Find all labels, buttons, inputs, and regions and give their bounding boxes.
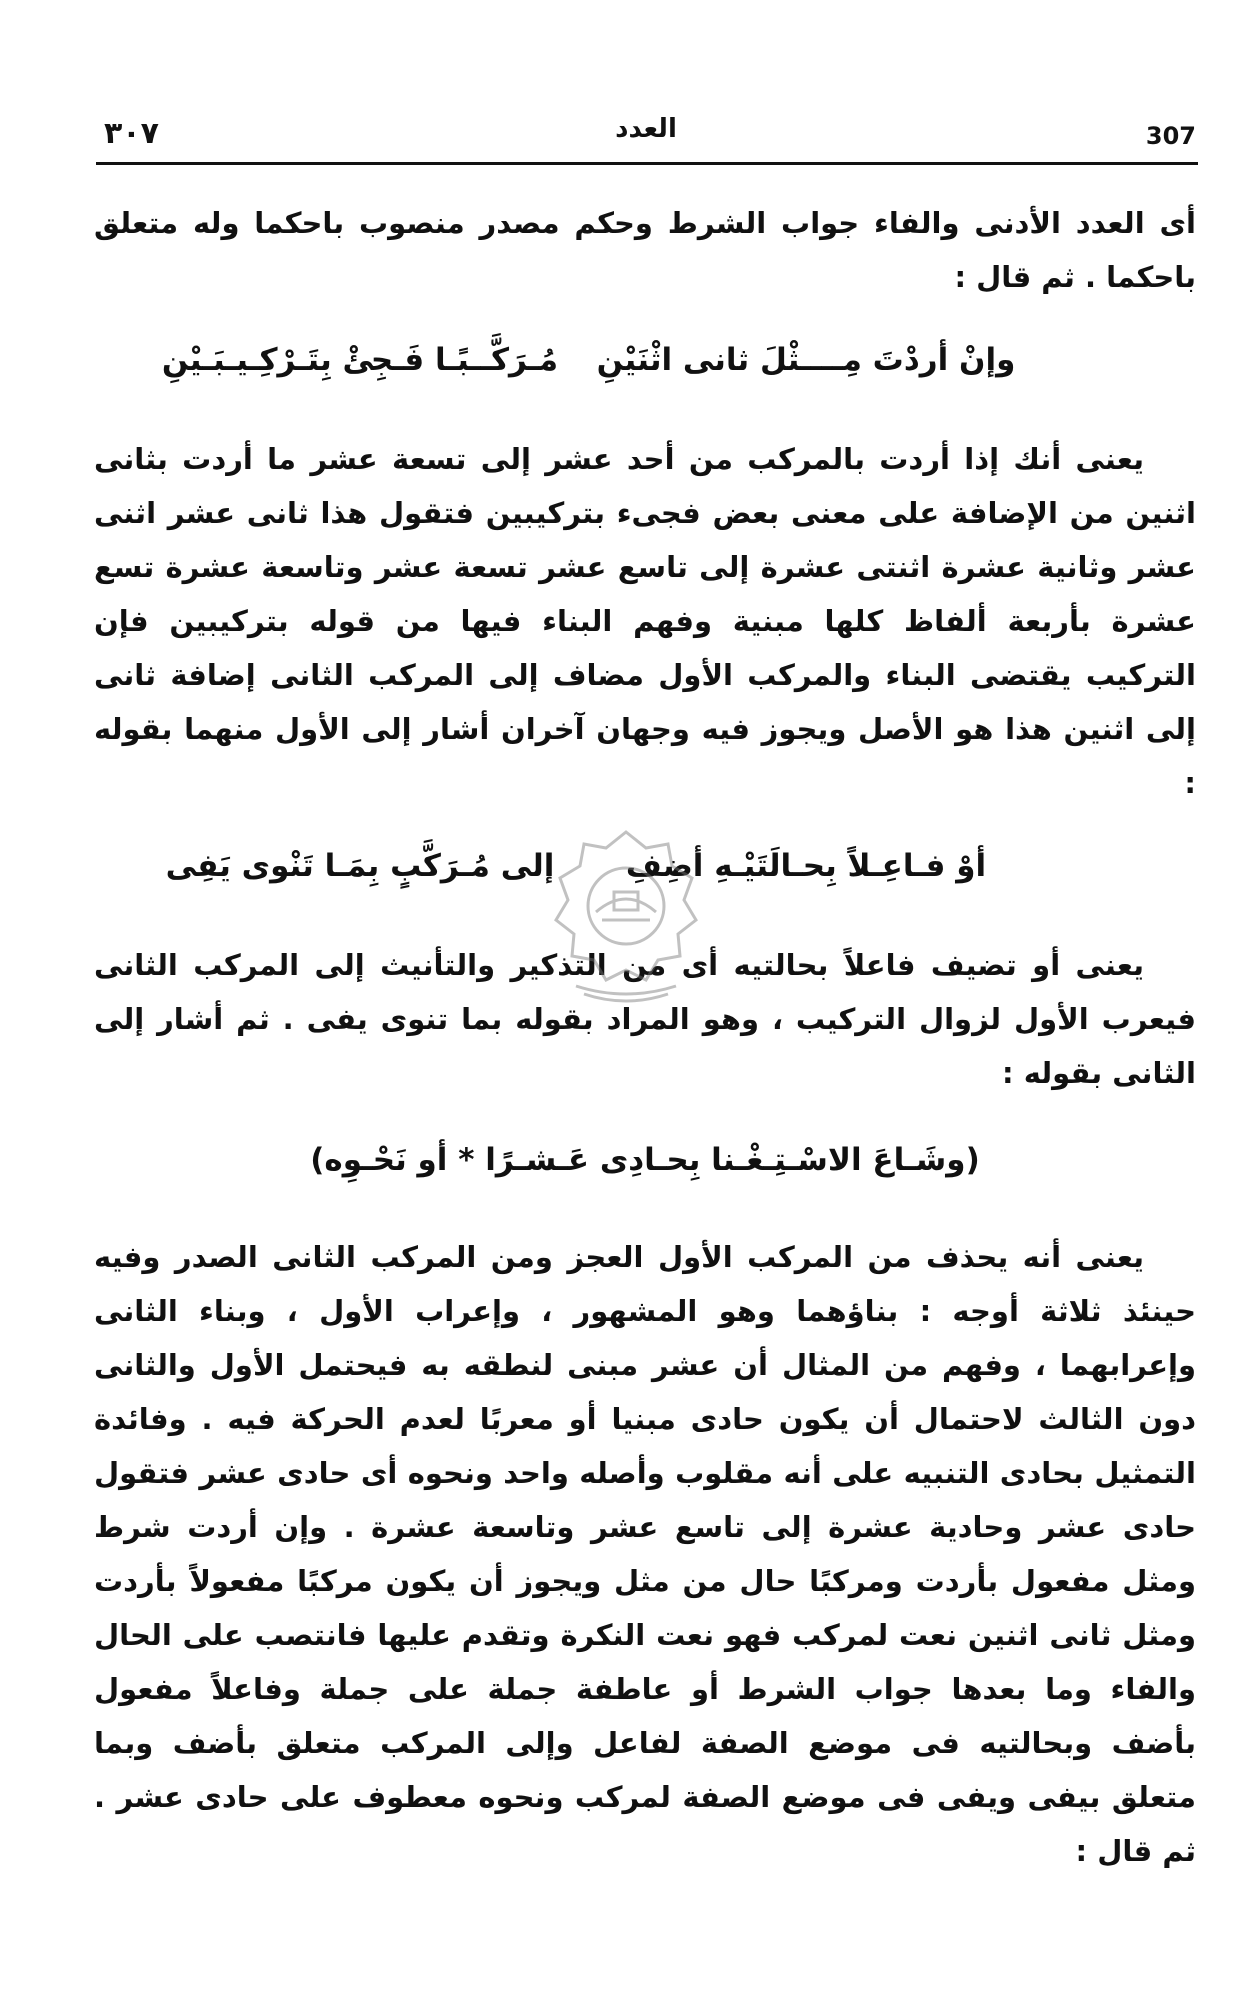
page-header [96, 108, 1196, 160]
verse-2-hemistich-right: أوْ فـاعِـلاً بِحـالَتَيْـهِ أضِفِ [625, 848, 987, 884]
verse-1-hemistich-right: وإنْ أردْتَ مِــــثْلَ ثانى اثْنَيْنِ [596, 342, 1016, 378]
verse-3: (وشَـاعَ الاسْـتِـغْـنا بِحـادِى عَـشـرًا * أو نَحْـوِه) [310, 1142, 980, 1178]
paragraph-3: يعنى أو تضيف فاعلاً بحالتيه أى من التذكير والتأنيث إلى المركب الثانى فيعرب الأول لزوال التركيب ، وهو المراد بقوله بما تنوى يفى . ثم أشار إلى الثانى بقوله : [94, 948, 1196, 1090]
page-body [94, 196, 1196, 1878]
page-number-latin: 307 [1145, 122, 1196, 150]
library-seal-watermark-icon [546, 826, 706, 1006]
verse-1-hemistich-left: مُـرَكَّــبًـا فَـجِئْ بِتَـرْكِـيـبَـيْنِ [161, 342, 559, 378]
running-title: العدد [615, 114, 677, 144]
paragraph-1: أى العدد الأدنى والفاء جواب الشرط وحكم مصدر منصوب باحكما وله متعلق باحكما . ثم قال : [94, 206, 1196, 294]
paragraph-4: يعنى أنه يحذف من المركب الأول العجز ومن المركب الثانى الصدر وفيه حينئذ ثلاثة أوجه : بناؤهما وهو المشهور ، وإعراب الأول ، وبناء الثانى وإعرابهما ، وفهم من المثال أن عشر مبنى لنطقه به فيحتمل الأول والثانى دون الثالث لاحتمال أن يكون حادى مبنيا أو معربًا لعدم الحركة فيه . وفائدة التمثيل بحادى التنبيه على أنه مقلوب وأصله واحد ونحوه أى حادى عشر فتقول حادى عشر وحادية عشرة إلى تاسع عشر وتاسعة عشرة . وإن أردت شرط ومثل مفعول بأردت ومركبًا حال من مثل ويجوز أن يكون مركبًا مفعولاً بأردت ومثل ثانى اثنين نعت لمركب فهو نعت النكرة وتقدم عليها فانتصب على الحال والفاء وما بعدها جواب الشرط أو عاطفة جملة على جملة وفاعلاً مفعول بأضف وبحالتيه فى موضع الصفة لفاعل وإلى المركب متعلق بأضف وبما متعلق بيفى ويفى فى موضع الصفة لمركب ونحوه معطوف على حادى عشر . ثم قال : [94, 1240, 1196, 1868]
verse-2-hemistich-left: إلى مُـرَكَّبٍ بِمَـا تَنْوى يَفِى [165, 848, 555, 884]
page-number-arabic: ٣٠٧ [104, 116, 159, 151]
verse-1 [94, 334, 1196, 394]
paragraph-2: يعنى أنك إذا أردت بالمركب من أحد عشر إلى تسعة عشر ما أردت بثانى اثنين من الإضافة على معنى بعض فجىء بتركيبين فتقول هذا ثانى عشر اثنى عشر وثانية عشرة اثنتى عشرة إلى تاسع عشر تسعة عشر وتاسعة عشرة تسع عشرة بأربعة ألفاظ كلها مبنية وفهم البناء فيها من قوله بتركيبين فإن التركيب يقتضى البناء والمركب الأول مضاف إلى المركب الثانى إضافة ثانى إلى اثنين هذا هو الأصل ويجوز فيه وجهان آخران أشار إلى الأول منهما بقوله : [94, 442, 1196, 800]
header-rule [96, 162, 1198, 165]
